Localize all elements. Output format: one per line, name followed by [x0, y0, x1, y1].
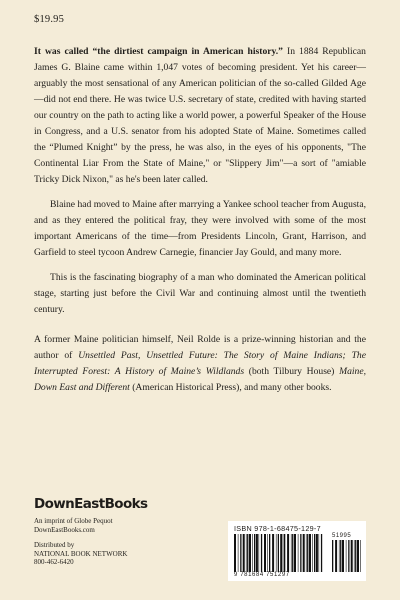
barcode-bar — [300, 534, 301, 572]
barcode-bar — [240, 534, 241, 572]
barcode-bar — [247, 534, 248, 572]
barcode-bar — [309, 534, 311, 572]
barcode-bar — [269, 534, 270, 572]
barcode-bar — [256, 534, 258, 572]
publisher-logo: DownEastBooks — [34, 496, 148, 512]
bio-book-2: Maine, Down East and Different — [34, 366, 366, 393]
barcode-bar — [267, 534, 268, 572]
barcode-bar — [306, 534, 307, 572]
price-code-digits: 51995 — [332, 533, 352, 539]
barcode-bar — [261, 534, 262, 572]
barcode-bar — [360, 540, 361, 572]
publisher-website: DownEastBooks.com — [34, 525, 95, 534]
barcode-bar — [357, 540, 359, 572]
barcode-bar — [278, 534, 279, 572]
barcode-bar — [307, 534, 308, 572]
ean-barcode-bars — [234, 534, 326, 572]
barcode-bar — [321, 534, 322, 572]
barcode-bar — [348, 540, 349, 572]
barcode-bar — [340, 540, 341, 572]
imprint-line: An imprint of Globe Pequot — [34, 517, 113, 525]
bio-intro: A former Maine politician himself, Neil Rolde is a prize-winning historian and the author of — [34, 334, 366, 361]
barcode-bar — [294, 534, 296, 572]
paragraph-2: Blaine had moved to Maine after marrying a Yankee school teacher from Augusta, and as they entered the political fray, they were involved with some of the most important Americans of the time—from Presidents Lincoln, Grant, Harrison, and Garfield to steel tycoon Andrew Carnegie, financier Jay Gould, and many more. — [34, 199, 366, 258]
barcode-bar — [332, 540, 333, 572]
barcode-bar — [254, 534, 255, 572]
barcode-bar — [316, 534, 318, 572]
barcode-bar — [276, 534, 277, 572]
barcode-bar — [342, 540, 344, 572]
barcode-bar — [303, 534, 305, 572]
barcode-bar — [259, 534, 260, 572]
barcode-bar — [319, 534, 320, 572]
barcode-bar — [243, 534, 245, 572]
distributor-phone: 800-462-6420 — [34, 558, 74, 566]
barcode-bar — [287, 534, 289, 572]
bio-mid: (both Tilbury House) — [244, 366, 340, 377]
barcode-bar — [312, 534, 313, 572]
barcode-bar — [252, 534, 253, 572]
barcode-bar — [238, 534, 239, 572]
barcode-bar — [351, 540, 353, 572]
distributed-by: Distributed by — [34, 541, 75, 549]
imprint-info — [34, 517, 214, 534]
barcode-bar — [283, 534, 284, 572]
isbn-number: ISBN 978-1-68475-129-7 — [234, 524, 321, 533]
barcode-bar — [284, 534, 285, 572]
barcode-bar — [249, 534, 251, 572]
barcode-bar — [246, 534, 247, 572]
barcode-bar — [280, 534, 282, 572]
lead-quote: It was called “the dirtiest campaign in American history.” — [34, 46, 283, 57]
barcode-bar — [339, 540, 340, 572]
barcode-bar — [355, 540, 356, 572]
barcode-bar — [298, 534, 299, 572]
barcode-bar — [335, 540, 337, 572]
barcode-bar — [354, 540, 355, 572]
distributor-name: NATIONAL BOOK NETWORK — [34, 549, 128, 558]
back-cover-copy — [34, 44, 366, 396]
distributor-info — [34, 541, 214, 567]
ean-digits: 9 781684 751297 — [234, 572, 290, 578]
barcode-bar — [314, 534, 315, 572]
barcode-bar — [291, 534, 292, 572]
bio-books-1: Unsettled Past, Unsettled Future: The Story of Maine Indians; The Interrupted Forest: A History of Maine’s Wildlands — [34, 350, 366, 377]
author-bio — [34, 332, 366, 396]
barcode-bar — [234, 534, 236, 572]
paragraph-3: This is the fascinating biography of a man who dominated the American political stage, starting just before the Civil War and continuing almost until the twentieth century. — [34, 272, 366, 315]
price-barcode-bars — [332, 540, 362, 572]
paragraph-1 — [34, 44, 366, 188]
barcode-bar — [292, 534, 293, 572]
price-label: $19.95 — [34, 14, 65, 25]
barcode-bar — [346, 540, 347, 572]
isbn-barcode — [228, 521, 366, 581]
barcode-bar — [272, 534, 274, 572]
publisher-block — [34, 496, 214, 567]
paragraph-1-body: In 1884 Republican James G. Blaine came within 1,047 votes of becoming president. Yet his career—arguably the most sensational of any American politician of the so-called Gilded Age—did not end there. He was twice U.S. secretary of state, credited with having started our country on the path to acting like a world power, a powerful Speaker of the House in Congress, and a U.S. senator from his adopted State of Maine. Sometimes called the “Plumed Knight” by the press, he was also, in the eyes of his opponents, "The Continental Liar From the State of Maine," or "Slippery Jim"—a sort of "amiable Tricky Dick Nixon," as he's been later called. — [34, 46, 366, 185]
barcode-bar — [264, 534, 266, 572]
bio-end: (American Historical Press), and many other books. — [129, 382, 332, 393]
